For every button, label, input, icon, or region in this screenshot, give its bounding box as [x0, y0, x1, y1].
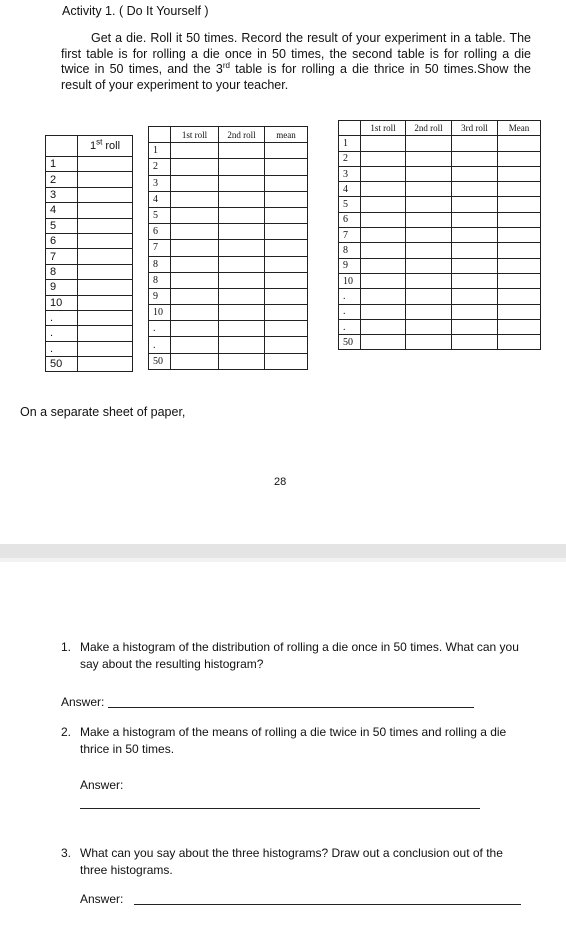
- table3-row-number: 7: [339, 228, 361, 243]
- table3-result-cell[interactable]: [361, 166, 406, 181]
- table2-row-number: 2: [149, 159, 171, 175]
- table2-result-cell[interactable]: [265, 240, 308, 256]
- table3-row-number: 2: [339, 151, 361, 166]
- table1-row: [46, 249, 133, 264]
- table3-result-cell[interactable]: [452, 166, 498, 181]
- table3-row: [339, 304, 541, 319]
- table1-row: [46, 341, 133, 356]
- table3-row-number: 6: [339, 212, 361, 227]
- table2-row: [149, 191, 308, 207]
- table2-result-cell[interactable]: [219, 175, 265, 191]
- table2-row-number: 5: [149, 207, 171, 223]
- table2-row: [149, 288, 308, 304]
- table3-result-cell[interactable]: [361, 228, 406, 243]
- table2-result-cell[interactable]: [171, 305, 219, 321]
- table3-header-2: 2nd roll: [406, 121, 452, 136]
- table2-result-cell[interactable]: [171, 288, 219, 304]
- table2-result-cell[interactable]: [265, 191, 308, 207]
- table1-row: [46, 157, 133, 172]
- table1-row: [46, 203, 133, 218]
- table3-result-cell[interactable]: [498, 166, 541, 181]
- table1-row-number: 2: [46, 172, 78, 187]
- table2-row: [149, 305, 308, 321]
- table3-result-cell[interactable]: [361, 243, 406, 258]
- table3-header-3: 3rd roll: [452, 121, 498, 136]
- table3-result-cell[interactable]: [361, 212, 406, 227]
- table2-row-number: 7: [149, 240, 171, 256]
- table2-row-number: 50: [149, 353, 171, 369]
- table3-result-cell[interactable]: [498, 182, 541, 197]
- table3-row-number: 3: [339, 166, 361, 181]
- table3-result-cell[interactable]: [452, 289, 498, 304]
- table3-result-cell[interactable]: [406, 289, 452, 304]
- table3-result-cell[interactable]: [361, 304, 406, 319]
- table2-result-cell[interactable]: [171, 353, 219, 369]
- table3-result-cell[interactable]: [361, 151, 406, 166]
- table3-row-number: .: [339, 319, 361, 334]
- table1-row: [46, 326, 133, 341]
- table2-result-cell[interactable]: [219, 207, 265, 223]
- table3-row-number: 9: [339, 258, 361, 273]
- activity-title: Activity 1. ( Do It Yourself ): [62, 4, 209, 18]
- table2-result-cell[interactable]: [171, 175, 219, 191]
- table1-row-number: .: [46, 310, 78, 325]
- table2-row: [149, 337, 308, 353]
- table1-row-number: 3: [46, 187, 78, 202]
- table3-corner: [339, 121, 361, 136]
- table2-row-number: 3: [149, 175, 171, 191]
- table3-result-cell[interactable]: [498, 228, 541, 243]
- answer-2-line[interactable]: [80, 808, 480, 809]
- table3-result-cell[interactable]: [498, 212, 541, 227]
- question-2-text: Make a histogram of the means of rolling a die twice in 50 times and rolling a die thrice in 50 times.: [80, 725, 507, 756]
- table1-row: [46, 218, 133, 233]
- table2-result-cell[interactable]: [265, 321, 308, 337]
- table1-row-number: 4: [46, 203, 78, 218]
- table2-result-cell[interactable]: [219, 191, 265, 207]
- table2-row: [149, 159, 308, 175]
- table3-result-cell[interactable]: [452, 136, 498, 151]
- table3-row: [339, 136, 541, 151]
- table2-header-2: 2nd roll: [219, 127, 265, 143]
- table1-result-cell[interactable]: [78, 264, 133, 279]
- table2-row: [149, 224, 308, 240]
- table3-row-number: .: [339, 289, 361, 304]
- table1-row: [46, 280, 133, 295]
- table3-result-cell[interactable]: [452, 151, 498, 166]
- table1-row: [46, 233, 133, 248]
- table3-result-cell[interactable]: [498, 304, 541, 319]
- table1-result-cell[interactable]: [78, 280, 133, 295]
- question-2-number: 2.: [61, 725, 72, 739]
- table1-row-number: 50: [46, 357, 78, 372]
- table3-result-cell[interactable]: [452, 228, 498, 243]
- table2-result-cell[interactable]: [265, 353, 308, 369]
- table2-row: [149, 143, 308, 159]
- table3-result-cell[interactable]: [498, 335, 541, 350]
- table3-result-cell[interactable]: [406, 182, 452, 197]
- table2-row: [149, 321, 308, 337]
- table3-row: [339, 258, 541, 273]
- table1-result-cell[interactable]: [78, 249, 133, 264]
- table3-result-cell[interactable]: [452, 273, 498, 288]
- table1-result-cell[interactable]: [78, 218, 133, 233]
- table-three-rolls: [338, 120, 541, 350]
- page-break-band: [0, 544, 566, 558]
- table2-row-number: .: [149, 321, 171, 337]
- table3-result-cell[interactable]: [452, 319, 498, 334]
- table2-header-1: 1st roll: [171, 127, 219, 143]
- table3-row-number: 5: [339, 197, 361, 212]
- table1-row: [46, 172, 133, 187]
- table2-result-cell[interactable]: [171, 240, 219, 256]
- table1-row: [46, 264, 133, 279]
- table2-row-number: .: [149, 337, 171, 353]
- table3-result-cell[interactable]: [452, 197, 498, 212]
- table3-row: [339, 243, 541, 258]
- table3-result-cell[interactable]: [406, 258, 452, 273]
- answer-3-label: Answer:: [80, 892, 124, 906]
- table3-result-cell[interactable]: [406, 273, 452, 288]
- table1-result-cell[interactable]: [78, 172, 133, 187]
- table2-result-cell[interactable]: [219, 272, 265, 288]
- table3-result-cell[interactable]: [361, 197, 406, 212]
- table3-row-number: 10: [339, 273, 361, 288]
- question-1-text: Make a histogram of the distribution of rolling a die once in 50 times. What can you say about the resulting histogram?: [80, 640, 519, 671]
- table3-result-cell[interactable]: [406, 212, 452, 227]
- table2-row-number: 10: [149, 305, 171, 321]
- table1-result-cell[interactable]: [78, 341, 133, 356]
- table2-result-cell[interactable]: [219, 321, 265, 337]
- table1-corner: [46, 136, 78, 157]
- table1-result-cell[interactable]: [78, 187, 133, 202]
- table2-row: [149, 353, 308, 369]
- table2-header-3: mean: [265, 127, 308, 143]
- question-3-text: What can you say about the three histograms? Draw out a conclusion out of the three histograms.: [80, 846, 503, 877]
- page-break-band-shadow: [0, 558, 566, 562]
- question-3-number: 3.: [61, 846, 72, 860]
- table3-row: [339, 319, 541, 334]
- table2-result-cell[interactable]: [265, 143, 308, 159]
- instructions-sup: rd: [222, 60, 230, 70]
- table1-result-cell[interactable]: [78, 295, 133, 310]
- table-one-roll: [45, 135, 133, 372]
- table3-result-cell[interactable]: [361, 258, 406, 273]
- table3-result-cell[interactable]: [361, 182, 406, 197]
- table1-result-cell[interactable]: [78, 357, 133, 372]
- table2-result-cell[interactable]: [171, 337, 219, 353]
- table2-result-cell[interactable]: [171, 272, 219, 288]
- table3-result-cell[interactable]: [498, 258, 541, 273]
- question-3: [61, 845, 531, 879]
- table2-row-number: 6: [149, 224, 171, 240]
- table3-result-cell[interactable]: [452, 243, 498, 258]
- table2-result-cell[interactable]: [171, 256, 219, 272]
- table2-result-cell[interactable]: [219, 224, 265, 240]
- table3-row: [339, 335, 541, 350]
- table2-row-number: 8: [149, 256, 171, 272]
- table3-result-cell[interactable]: [498, 151, 541, 166]
- table1-row-number: .: [46, 341, 78, 356]
- table3-result-cell[interactable]: [452, 304, 498, 319]
- table1-header: 1st roll: [78, 136, 133, 157]
- answer-1-label: Answer:: [61, 695, 105, 709]
- table1-result-cell[interactable]: [78, 233, 133, 248]
- table3-row: [339, 228, 541, 243]
- table3-row: [339, 273, 541, 288]
- table1-result-cell[interactable]: [78, 203, 133, 218]
- table1-row-number: 7: [46, 249, 78, 264]
- table3-row-number: 8: [339, 243, 361, 258]
- table2-row: [149, 240, 308, 256]
- table3-row-number: 50: [339, 335, 361, 350]
- table1-row: [46, 357, 133, 372]
- table3-result-cell[interactable]: [406, 304, 452, 319]
- table1-result-cell[interactable]: [78, 326, 133, 341]
- table2-row-number: 8: [149, 272, 171, 288]
- table3-row: [339, 166, 541, 181]
- table3-row: [339, 289, 541, 304]
- table2-result-cell[interactable]: [171, 143, 219, 159]
- table3-row-number: .: [339, 304, 361, 319]
- table2-row: [149, 207, 308, 223]
- table3-result-cell[interactable]: [498, 197, 541, 212]
- table3-result-cell[interactable]: [406, 151, 452, 166]
- table3-result-cell[interactable]: [361, 136, 406, 151]
- table2-result-cell[interactable]: [219, 305, 265, 321]
- table1-row-number: .: [46, 326, 78, 341]
- table1-row-number: 10: [46, 295, 78, 310]
- table2-result-cell[interactable]: [171, 159, 219, 175]
- table2-result-cell[interactable]: [265, 159, 308, 175]
- table2-result-cell[interactable]: [219, 143, 265, 159]
- table3-header-1: 1st roll: [361, 121, 406, 136]
- table2-row: [149, 256, 308, 272]
- page-number: 28: [274, 476, 287, 488]
- table3-row-number: 1: [339, 136, 361, 151]
- table3-result-cell[interactable]: [406, 228, 452, 243]
- table2-result-cell[interactable]: [265, 305, 308, 321]
- table2-result-cell[interactable]: [265, 272, 308, 288]
- table2-corner: [149, 127, 171, 143]
- table2-result-cell[interactable]: [171, 224, 219, 240]
- table3-header-4: Mean: [498, 121, 541, 136]
- table3-result-cell[interactable]: [406, 136, 452, 151]
- table2-result-cell[interactable]: [219, 240, 265, 256]
- table1-row: [46, 187, 133, 202]
- table3-row: [339, 212, 541, 227]
- table2-result-cell[interactable]: [265, 337, 308, 353]
- table3-result-cell[interactable]: [406, 243, 452, 258]
- instructions-part1: Get a die. Roll it 50 times. Record the result of your experiment in a table. The first table is for rolling a die once in 50 times, the second table is for rolling a die twice in 50 times, and the 3: [61, 31, 531, 76]
- table1-row-number: 5: [46, 218, 78, 233]
- table2-result-cell[interactable]: [265, 175, 308, 191]
- table2-row-number: 4: [149, 191, 171, 207]
- answer-2-label: Answer:: [80, 778, 124, 792]
- table1-row-number: 1: [46, 157, 78, 172]
- table1-row-number: 6: [46, 233, 78, 248]
- table2-row: [149, 272, 308, 288]
- table3-row: [339, 182, 541, 197]
- table2-result-cell[interactable]: [171, 321, 219, 337]
- table3-result-cell[interactable]: [406, 197, 452, 212]
- table3-result-cell[interactable]: [452, 258, 498, 273]
- instructions-paragraph: [61, 31, 531, 93]
- table3-result-cell[interactable]: [406, 319, 452, 334]
- table2-result-cell[interactable]: [219, 288, 265, 304]
- table3-result-cell[interactable]: [498, 136, 541, 151]
- table2-row: [149, 175, 308, 191]
- answer-1-line[interactable]: [108, 707, 474, 708]
- table2-row-number: 9: [149, 288, 171, 304]
- table2-result-cell[interactable]: [219, 256, 265, 272]
- table3-result-cell[interactable]: [452, 212, 498, 227]
- table2-result-cell[interactable]: [171, 191, 219, 207]
- table1-result-cell[interactable]: [78, 157, 133, 172]
- separate-sheet-text: On a separate sheet of paper,: [20, 405, 186, 419]
- table1-result-cell[interactable]: [78, 310, 133, 325]
- table3-result-cell[interactable]: [452, 335, 498, 350]
- table3-row: [339, 151, 541, 166]
- table3-result-cell[interactable]: [498, 273, 541, 288]
- question-2: [61, 724, 531, 758]
- table2-result-cell[interactable]: [265, 207, 308, 223]
- table2-row-number: 1: [149, 143, 171, 159]
- question-1: [61, 639, 531, 673]
- table1-row-number: 9: [46, 280, 78, 295]
- table3-row-number: 4: [339, 182, 361, 197]
- table3-result-cell[interactable]: [452, 182, 498, 197]
- table2-result-cell[interactable]: [265, 288, 308, 304]
- answer-3-line[interactable]: [134, 904, 521, 905]
- table2-result-cell[interactable]: [265, 224, 308, 240]
- table2-result-cell[interactable]: [219, 353, 265, 369]
- table3-result-cell[interactable]: [361, 319, 406, 334]
- table3-result-cell[interactable]: [406, 335, 452, 350]
- table2-result-cell[interactable]: [265, 256, 308, 272]
- table3-result-cell[interactable]: [498, 319, 541, 334]
- table3-result-cell[interactable]: [361, 289, 406, 304]
- table3-result-cell[interactable]: [361, 335, 406, 350]
- question-1-number: 1.: [61, 640, 72, 654]
- table2-result-cell[interactable]: [171, 207, 219, 223]
- table1-row: [46, 295, 133, 310]
- table3-result-cell[interactable]: [406, 166, 452, 181]
- instructions-part2: table is for rolling a die thrice in 50 times.Show the result of your experiment to your teacher.: [61, 62, 531, 92]
- table3-row: [339, 197, 541, 212]
- table3-result-cell[interactable]: [498, 289, 541, 304]
- table-two-rolls: [148, 126, 308, 370]
- table1-row: [46, 310, 133, 325]
- table2-result-cell[interactable]: [219, 159, 265, 175]
- table1-row-number: 8: [46, 264, 78, 279]
- table2-result-cell[interactable]: [219, 337, 265, 353]
- table3-result-cell[interactable]: [498, 243, 541, 258]
- table3-result-cell[interactable]: [361, 273, 406, 288]
